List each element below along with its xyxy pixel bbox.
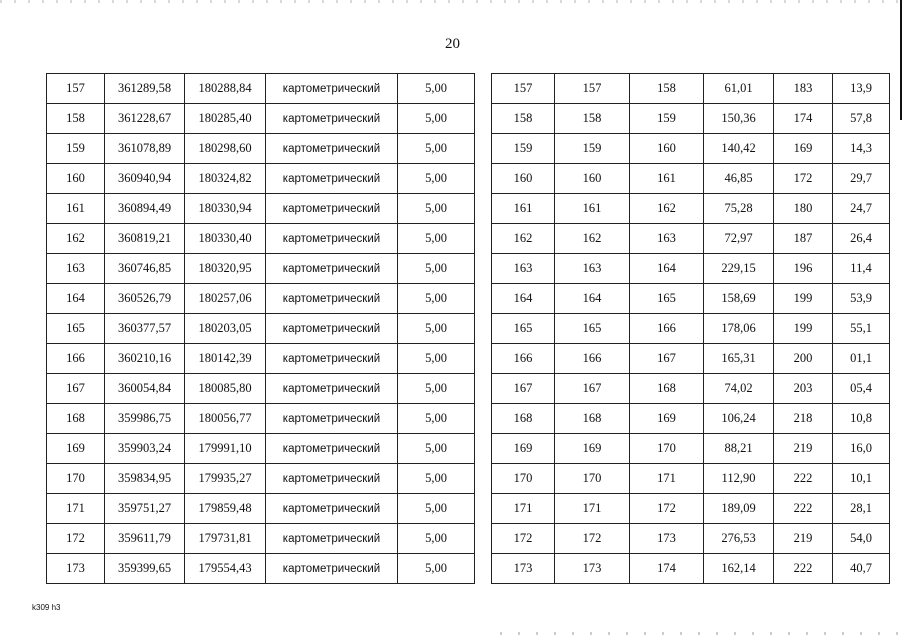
accuracy-cell: 5,00 <box>398 224 475 254</box>
accuracy-cell: 5,00 <box>398 344 475 374</box>
angle-minutes-cell: 24,7 <box>833 194 890 224</box>
angle-minutes-cell: 10,1 <box>833 464 890 494</box>
angle-minutes-cell: 14,3 <box>833 134 890 164</box>
distance-cell: 72,97 <box>704 224 774 254</box>
angle-degrees-cell: 187 <box>774 224 833 254</box>
to-point-cell: 168 <box>630 374 704 404</box>
table-row <box>47 524 475 554</box>
from-point-cell: 159 <box>555 134 630 164</box>
row-number-cell: 170 <box>492 464 555 494</box>
row-number-cell: 173 <box>492 554 555 584</box>
table-row <box>47 314 475 344</box>
method-cell: картометрический <box>266 554 398 584</box>
row-number-cell: 168 <box>492 404 555 434</box>
x-coordinate-cell: 360210,16 <box>105 344 185 374</box>
method-cell: картометрический <box>266 74 398 104</box>
from-point-cell: 162 <box>555 224 630 254</box>
x-coordinate-cell: 359399,65 <box>105 554 185 584</box>
coordinates-table <box>46 73 475 584</box>
accuracy-cell: 5,00 <box>398 434 475 464</box>
coordinates-table-body <box>47 74 475 584</box>
y-coordinate-cell: 180320,95 <box>185 254 266 284</box>
angle-degrees-cell: 222 <box>774 464 833 494</box>
point-number-cell: 159 <box>47 134 105 164</box>
from-point-cell: 170 <box>555 464 630 494</box>
point-number-cell: 173 <box>47 554 105 584</box>
point-number-cell: 168 <box>47 404 105 434</box>
row-number-cell: 162 <box>492 224 555 254</box>
y-coordinate-cell: 180330,40 <box>185 224 266 254</box>
footer-code: k309 h3 <box>32 603 61 612</box>
to-point-cell: 166 <box>630 314 704 344</box>
angle-degrees-cell: 183 <box>774 74 833 104</box>
table-row <box>47 104 475 134</box>
angle-degrees-cell: 200 <box>774 344 833 374</box>
table-row <box>47 74 475 104</box>
angle-degrees-cell: 219 <box>774 434 833 464</box>
row-number-cell: 163 <box>492 254 555 284</box>
row-number-cell: 172 <box>492 524 555 554</box>
x-coordinate-cell: 359903,24 <box>105 434 185 464</box>
distance-cell: 61,01 <box>704 74 774 104</box>
table-row <box>47 134 475 164</box>
distance-cell: 88,21 <box>704 434 774 464</box>
table-row <box>47 464 475 494</box>
accuracy-cell: 5,00 <box>398 464 475 494</box>
x-coordinate-cell: 360746,85 <box>105 254 185 284</box>
x-coordinate-cell: 360894,49 <box>105 194 185 224</box>
from-point-cell: 161 <box>555 194 630 224</box>
row-number-cell: 167 <box>492 374 555 404</box>
angle-degrees-cell: 169 <box>774 134 833 164</box>
from-point-cell: 169 <box>555 434 630 464</box>
to-point-cell: 163 <box>630 224 704 254</box>
point-number-cell: 172 <box>47 524 105 554</box>
y-coordinate-cell: 179859,48 <box>185 494 266 524</box>
table-row <box>492 254 890 284</box>
table-row <box>492 164 890 194</box>
table-row <box>47 254 475 284</box>
row-number-cell: 165 <box>492 314 555 344</box>
accuracy-cell: 5,00 <box>398 524 475 554</box>
method-cell: картометрический <box>266 524 398 554</box>
y-coordinate-cell: 180285,40 <box>185 104 266 134</box>
point-number-cell: 167 <box>47 374 105 404</box>
distance-cell: 229,15 <box>704 254 774 284</box>
table-row <box>492 314 890 344</box>
distance-cell: 158,69 <box>704 284 774 314</box>
angle-degrees-cell: 199 <box>774 314 833 344</box>
table-row <box>492 494 890 524</box>
distance-cell: 106,24 <box>704 404 774 434</box>
y-coordinate-cell: 180330,94 <box>185 194 266 224</box>
accuracy-cell: 5,00 <box>398 374 475 404</box>
distance-cell: 276,53 <box>704 524 774 554</box>
from-point-cell: 158 <box>555 104 630 134</box>
table-row <box>492 404 890 434</box>
row-number-cell: 158 <box>492 104 555 134</box>
angle-degrees-cell: 222 <box>774 494 833 524</box>
accuracy-cell: 5,00 <box>398 254 475 284</box>
point-number-cell: 170 <box>47 464 105 494</box>
accuracy-cell: 5,00 <box>398 194 475 224</box>
row-number-cell: 169 <box>492 434 555 464</box>
table-row <box>492 224 890 254</box>
point-number-cell: 157 <box>47 74 105 104</box>
to-point-cell: 173 <box>630 524 704 554</box>
distance-cell: 46,85 <box>704 164 774 194</box>
y-coordinate-cell: 180257,06 <box>185 284 266 314</box>
angle-degrees-cell: 222 <box>774 554 833 584</box>
accuracy-cell: 5,00 <box>398 134 475 164</box>
to-point-cell: 167 <box>630 344 704 374</box>
to-point-cell: 159 <box>630 104 704 134</box>
y-coordinate-cell: 180085,80 <box>185 374 266 404</box>
scan-artifact-top <box>0 0 905 3</box>
table-row <box>47 224 475 254</box>
x-coordinate-cell: 361228,67 <box>105 104 185 134</box>
y-coordinate-cell: 180324,82 <box>185 164 266 194</box>
table-row <box>492 194 890 224</box>
method-cell: картометрический <box>266 404 398 434</box>
point-number-cell: 158 <box>47 104 105 134</box>
x-coordinate-cell: 361078,89 <box>105 134 185 164</box>
accuracy-cell: 5,00 <box>398 74 475 104</box>
accuracy-cell: 5,00 <box>398 104 475 134</box>
method-cell: картометрический <box>266 464 398 494</box>
accuracy-cell: 5,00 <box>398 284 475 314</box>
angle-degrees-cell: 172 <box>774 164 833 194</box>
method-cell: картометрический <box>266 134 398 164</box>
point-number-cell: 161 <box>47 194 105 224</box>
scan-edge-mark <box>900 0 902 120</box>
x-coordinate-cell: 361289,58 <box>105 74 185 104</box>
angle-minutes-cell: 11,4 <box>833 254 890 284</box>
y-coordinate-cell: 179935,27 <box>185 464 266 494</box>
accuracy-cell: 5,00 <box>398 314 475 344</box>
table-row <box>47 404 475 434</box>
table-row <box>492 344 890 374</box>
x-coordinate-cell: 359986,75 <box>105 404 185 434</box>
angle-minutes-cell: 54,0 <box>833 524 890 554</box>
from-point-cell: 173 <box>555 554 630 584</box>
method-cell: картометрический <box>266 374 398 404</box>
distance-cell: 74,02 <box>704 374 774 404</box>
angle-degrees-cell: 218 <box>774 404 833 434</box>
point-number-cell: 163 <box>47 254 105 284</box>
y-coordinate-cell: 180288,84 <box>185 74 266 104</box>
angle-minutes-cell: 10,8 <box>833 404 890 434</box>
y-coordinate-cell: 179731,81 <box>185 524 266 554</box>
scan-artifact-bottom <box>500 632 900 635</box>
distance-cell: 150,36 <box>704 104 774 134</box>
distance-cell: 189,09 <box>704 494 774 524</box>
distance-cell: 178,06 <box>704 314 774 344</box>
to-point-cell: 160 <box>630 134 704 164</box>
to-point-cell: 165 <box>630 284 704 314</box>
distance-cell: 75,28 <box>704 194 774 224</box>
table-row <box>47 344 475 374</box>
from-point-cell: 171 <box>555 494 630 524</box>
to-point-cell: 169 <box>630 404 704 434</box>
angle-minutes-cell: 40,7 <box>833 554 890 584</box>
angle-degrees-cell: 199 <box>774 284 833 314</box>
method-cell: картометрический <box>266 494 398 524</box>
angle-minutes-cell: 26,4 <box>833 224 890 254</box>
table-row <box>47 434 475 464</box>
row-number-cell: 157 <box>492 74 555 104</box>
x-coordinate-cell: 360526,79 <box>105 284 185 314</box>
row-number-cell: 161 <box>492 194 555 224</box>
table-row <box>492 434 890 464</box>
point-number-cell: 165 <box>47 314 105 344</box>
y-coordinate-cell: 180142,39 <box>185 344 266 374</box>
angle-minutes-cell: 57,8 <box>833 104 890 134</box>
page-number: 20 <box>445 36 460 52</box>
table-row <box>492 464 890 494</box>
y-coordinate-cell: 179991,10 <box>185 434 266 464</box>
row-number-cell: 166 <box>492 344 555 374</box>
y-coordinate-cell: 180203,05 <box>185 314 266 344</box>
segments-table-body <box>492 74 890 584</box>
from-point-cell: 160 <box>555 164 630 194</box>
to-point-cell: 161 <box>630 164 704 194</box>
angle-minutes-cell: 16,0 <box>833 434 890 464</box>
accuracy-cell: 5,00 <box>398 494 475 524</box>
table-row <box>492 284 890 314</box>
to-point-cell: 171 <box>630 464 704 494</box>
y-coordinate-cell: 179554,43 <box>185 554 266 584</box>
angle-minutes-cell: 05,4 <box>833 374 890 404</box>
row-number-cell: 159 <box>492 134 555 164</box>
table-row <box>492 524 890 554</box>
method-cell: картометрический <box>266 314 398 344</box>
distance-cell: 140,42 <box>704 134 774 164</box>
from-point-cell: 167 <box>555 374 630 404</box>
x-coordinate-cell: 360819,21 <box>105 224 185 254</box>
row-number-cell: 164 <box>492 284 555 314</box>
method-cell: картометрический <box>266 254 398 284</box>
distance-cell: 112,90 <box>704 464 774 494</box>
from-point-cell: 172 <box>555 524 630 554</box>
y-coordinate-cell: 180298,60 <box>185 134 266 164</box>
angle-minutes-cell: 55,1 <box>833 314 890 344</box>
accuracy-cell: 5,00 <box>398 404 475 434</box>
x-coordinate-cell: 360054,84 <box>105 374 185 404</box>
angle-degrees-cell: 219 <box>774 524 833 554</box>
x-coordinate-cell: 360377,57 <box>105 314 185 344</box>
table-row <box>47 284 475 314</box>
method-cell: картометрический <box>266 224 398 254</box>
to-point-cell: 158 <box>630 74 704 104</box>
point-number-cell: 166 <box>47 344 105 374</box>
point-number-cell: 164 <box>47 284 105 314</box>
table-row <box>47 194 475 224</box>
table-row <box>492 134 890 164</box>
table-row <box>492 554 890 584</box>
table-row <box>47 164 475 194</box>
point-number-cell: 171 <box>47 494 105 524</box>
point-number-cell: 169 <box>47 434 105 464</box>
accuracy-cell: 5,00 <box>398 164 475 194</box>
to-point-cell: 162 <box>630 194 704 224</box>
x-coordinate-cell: 359611,79 <box>105 524 185 554</box>
segments-table <box>491 73 890 584</box>
to-point-cell: 174 <box>630 554 704 584</box>
method-cell: картометрический <box>266 284 398 314</box>
point-number-cell: 160 <box>47 164 105 194</box>
angle-minutes-cell: 01,1 <box>833 344 890 374</box>
angle-degrees-cell: 196 <box>774 254 833 284</box>
row-number-cell: 160 <box>492 164 555 194</box>
from-point-cell: 163 <box>555 254 630 284</box>
table-row <box>492 74 890 104</box>
method-cell: картометрический <box>266 194 398 224</box>
table-row <box>47 494 475 524</box>
angle-degrees-cell: 180 <box>774 194 833 224</box>
point-number-cell: 162 <box>47 224 105 254</box>
table-row <box>492 374 890 404</box>
angle-degrees-cell: 174 <box>774 104 833 134</box>
accuracy-cell: 5,00 <box>398 554 475 584</box>
distance-cell: 165,31 <box>704 344 774 374</box>
to-point-cell: 170 <box>630 434 704 464</box>
row-number-cell: 171 <box>492 494 555 524</box>
method-cell: картометрический <box>266 344 398 374</box>
table-row <box>47 554 475 584</box>
from-point-cell: 168 <box>555 404 630 434</box>
table-row <box>47 374 475 404</box>
angle-degrees-cell: 203 <box>774 374 833 404</box>
x-coordinate-cell: 359834,95 <box>105 464 185 494</box>
x-coordinate-cell: 360940,94 <box>105 164 185 194</box>
method-cell: картометрический <box>266 164 398 194</box>
from-point-cell: 165 <box>555 314 630 344</box>
y-coordinate-cell: 180056,77 <box>185 404 266 434</box>
from-point-cell: 164 <box>555 284 630 314</box>
angle-minutes-cell: 13,9 <box>833 74 890 104</box>
x-coordinate-cell: 359751,27 <box>105 494 185 524</box>
angle-minutes-cell: 29,7 <box>833 164 890 194</box>
to-point-cell: 164 <box>630 254 704 284</box>
method-cell: картометрический <box>266 104 398 134</box>
from-point-cell: 157 <box>555 74 630 104</box>
distance-cell: 162,14 <box>704 554 774 584</box>
method-cell: картометрический <box>266 434 398 464</box>
angle-minutes-cell: 28,1 <box>833 494 890 524</box>
to-point-cell: 172 <box>630 494 704 524</box>
from-point-cell: 166 <box>555 344 630 374</box>
angle-minutes-cell: 53,9 <box>833 284 890 314</box>
table-row <box>492 104 890 134</box>
